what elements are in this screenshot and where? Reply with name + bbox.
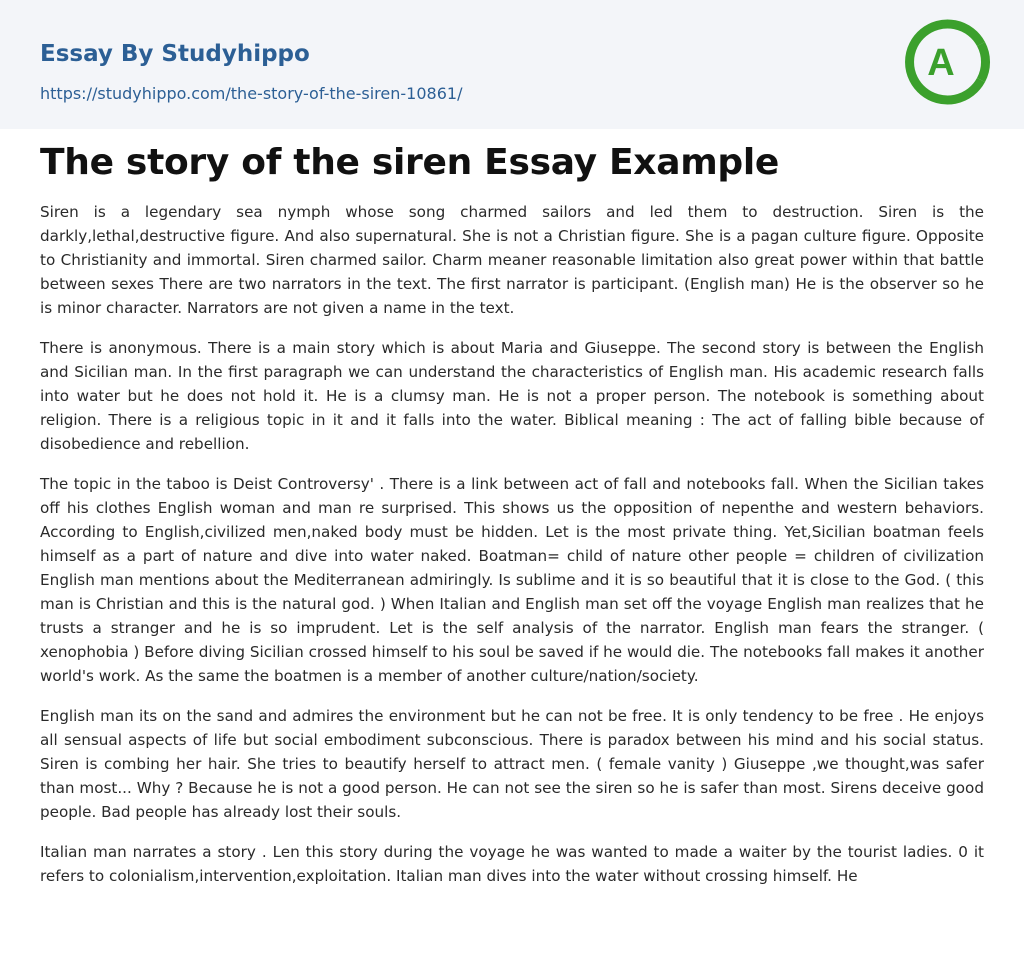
essay-paragraph: Italian man narrates a story . Len this story during the voyage he was wanted to made a waiter by the tourist ladies. 0 it refers to colonialism,intervention,exploitation. Italian man dives into the water without crossing himself. He <box>40 843 984 885</box>
essay-paragraph: English man its on the sand and admires the environment but he can not be free. It is only tendency to be free . He enjoys all sensual aspects of life but social embodiment subconscious. There is paradox between his mind and his social status. Siren is combing her hair. She tries to beautify herself to attract men. ( female vanity ) Giuseppe ,we thought,was safer than most... Why ? Because he is not a good person. He can not see the siren so he is safer than most. Sirens deceive good people. Bad people has already lost their souls. <box>40 707 984 821</box>
site-header <box>0 0 1024 129</box>
brand-name: Essay By Studyhippo <box>40 41 310 67</box>
page-title: The story of the siren Essay Example <box>40 142 780 183</box>
page-url-link[interactable]: https://studyhippo.com/the-story-of-the-siren-10861/ <box>40 84 463 103</box>
logo-letter: A <box>927 42 955 84</box>
essay-paragraph: Siren is a legendary sea nymph whose song charmed sailors and led them to destruction. Siren is the darkly,lethal,destructive figure. And also supernatural. She is not a Christian figure. She is a pagan culture figure. Opposite to Christianity and immortal. Siren charmed sailor. Charm meaner reasonable limitation also great power within that battle between sexes There are two narrators in the text. The first narrator is participant. (English man) He is the observer so he is minor character. Narrators are not given a name in the text. <box>40 203 984 317</box>
essay-paragraph: There is anonymous. There is a main story which is about Maria and Giuseppe. The second story is between the English and Sicilian man. In the first paragraph we can understand the characteristics of English man. His academic research falls into water but he does not hold it. He is a clumsy man. He is not a proper person. The notebook is something about religion. There is a religious topic in it and it falls into the water. Biblical meaning : The act of falling bible because of disobedience and rebellion. <box>40 339 984 453</box>
studyhippo-logo-icon[interactable] <box>903 17 993 107</box>
essay-body <box>40 200 984 904</box>
essay-paragraph: The topic in the taboo is Deist Controversy' . There is a link between act of fall and notebooks fall. When the Sicilian takes off his clothes English woman and man re surprised. This shows us the opposition of nepenthe and western behaviors. According to English,civilized men,naked body must be hidden. Let is the most private thing. Yet,Sicilian boatman feels himself as a part of nature and dive into water naked. Boatman= child of nature other people = children of civilization English man mentions about the Mediterranean admiringly. Is sublime and it is so beautiful that it is close to the God. ( this man is Christian and this is the natural god. ) When Italian and English man set off the voyage English man realizes that he trusts a stranger and he is so imprudent. Let is the self analysis of the narrator. English man fears the stranger. ( xenophobia ) Before diving Sicilian crossed himself to his soul be saved if he would die. The notebooks fall makes it another world's work. As the same the boatmen is a member of another culture/nation/society. <box>40 475 984 685</box>
